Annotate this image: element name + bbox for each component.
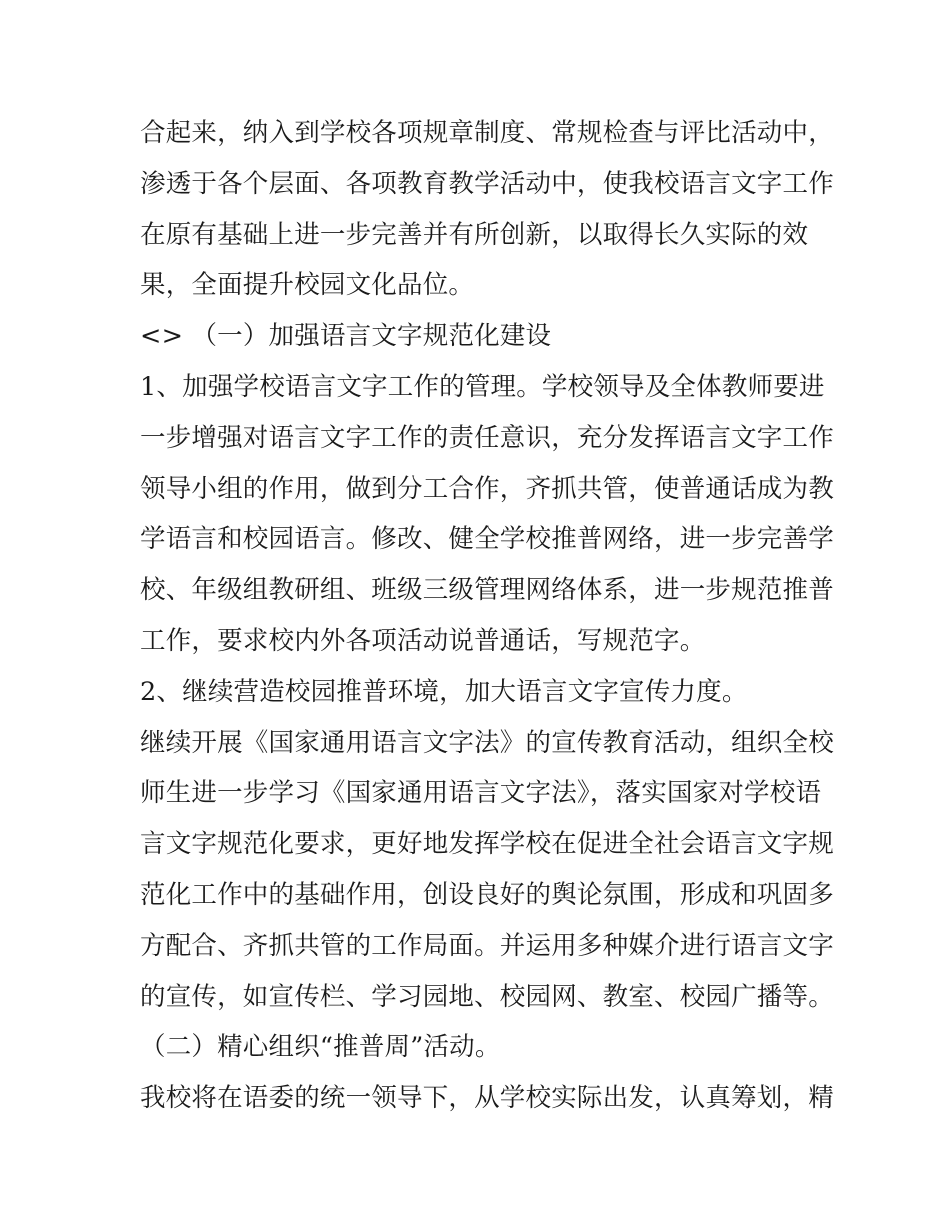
text-line: 2、继续营造校园推普环境，加大语言文字宣传力度。 (140, 676, 748, 707)
text-line: 范化工作中的基础作用，创设良好的舆论氛围，形成和巩固多 (140, 879, 834, 910)
text-line: 我校将在语委的统一领导下，从学校实际出发，认真筹划，精 (140, 1083, 834, 1114)
text-line: 继续开展《国家通用语言文字法》的宣传教育活动，组织全校 (140, 727, 834, 758)
text-line: 领导小组的作用，做到分工合作，齐抓共管，使普通话成为教 (140, 473, 834, 504)
text-line: 果，全面提升校园文化品位。 (140, 270, 475, 301)
text-line: 渗透于各个层面、各项教育教学活动中，使我校语言文字工作 (140, 168, 834, 199)
text-line: 在原有基础上进一步完善并有所创新，以取得长久实际的效 (140, 219, 809, 250)
body-text (140, 108, 834, 1124)
text-line: 方配合、齐抓共管的工作局面。并运用多种媒介进行语言文字 (140, 930, 834, 961)
text-line: 工作，要求校内外各项活动说普通话，写规范字。 (140, 625, 706, 656)
text-line: 合起来，纳入到学校各项规章制度、常规检查与评比活动中， (140, 118, 834, 148)
text-line: 1、加强学校语言文字工作的管理。学校领导及全体教师要进 (140, 371, 825, 402)
section-heading: <> （一）加强语言文字规范化建设 (140, 321, 552, 352)
section-heading: （二）精心组织“推普周”活动。 (140, 1032, 501, 1063)
text-line: 校、年级组教研组、班级三级管理网络体系，进一步规范推普 (140, 575, 834, 606)
text-line: 师生进一步学习《国家通用语言文字法》，落实国家对学校语 (140, 778, 822, 809)
text-line: 的宣传，如宣传栏、学习园地、校园网、教室、校园广播等。 (140, 981, 834, 1012)
text-line: 一步增强对语言文字工作的责任意识，充分发挥语言文字工作 (140, 422, 834, 453)
text-line: 学语言和校园语言。修改、健全学校推普网络，进一步完善学 (140, 524, 834, 555)
text-line: 言文字规范化要求，更好地发挥学校在促进全社会语言文字规 (140, 829, 834, 860)
